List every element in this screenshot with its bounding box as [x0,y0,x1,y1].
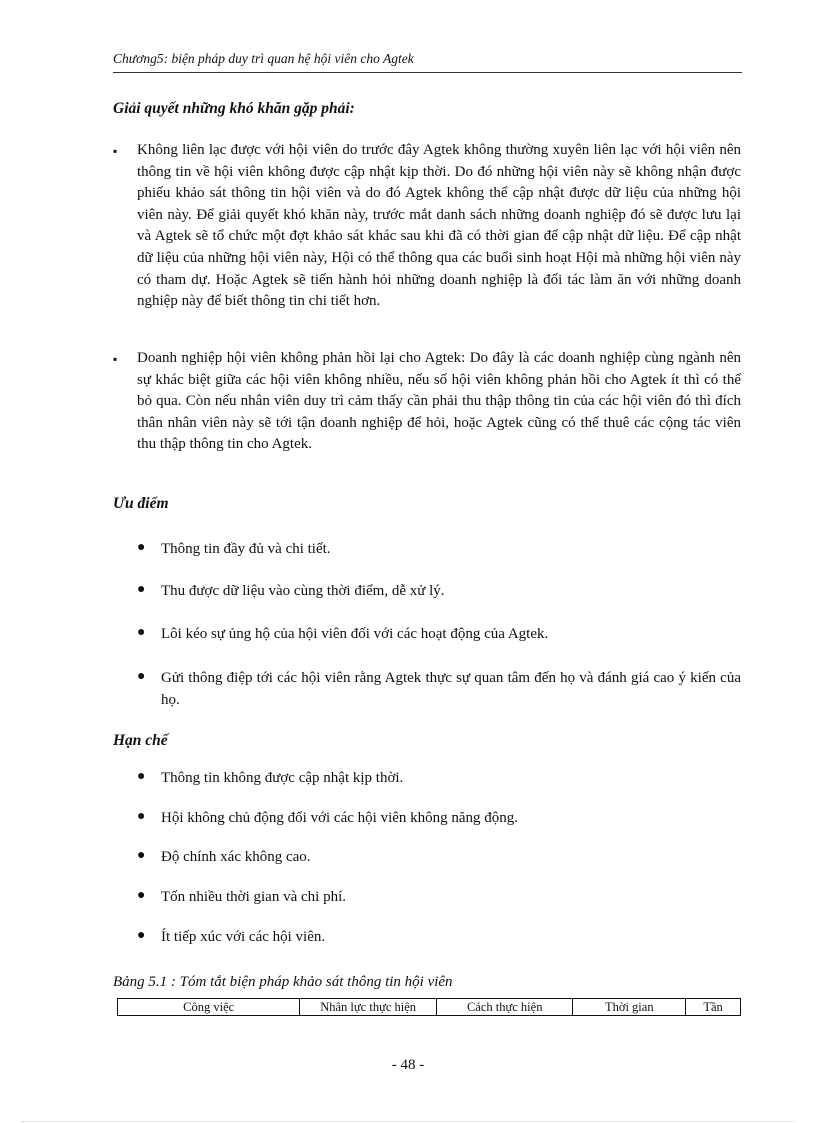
table-header-row [118,999,741,1016]
advantage-item: Lôi kéo sự ủng hộ của hội viên đối với các hoạt động của Agtek. [161,626,549,642]
table-column-header: Cách thực hiện [436,999,573,1016]
problem-paragraph: Không liên lạc được với hội viên do trước đây Agtek không thường xuyên liên lạc với hội viên nên thông tin về hội viên không được cập nhật kịp thời. Do đó những hội viên này sẽ không nhận được phiếu khảo sát thông tin hội viên và do đó Agtek không thể cập nhật được dữ liệu của những hội viên này. Để giải quyết khó khăn này, trước mắt danh sách những doanh nghiệp đó sẽ được lưu lại và Agtek sẽ tổ chức một đợt khảo sát khác sau khi đã có thời gian để cập nhật dữ liệu. Để cập nhật dữ liệu của những hội viên này, Hội có thể thông qua các buổi sinh hoạt Hội mà những hội viên này có tham dự. Hoặc Agtek sẽ tiến hành hỏi những doanh nghiệp là đối tác làm ăn với những doanh nghiệp này để biết thông tin chi tiết hơn. [137,142,741,310]
page-number: - 48 - [391,1057,425,1073]
header-divider [113,72,742,73]
round-bullet-icon: ● [137,928,146,943]
round-bullet-icon: ● [137,809,146,824]
table-column-header: Công việc [118,999,300,1016]
round-bullet-icon: ● [137,848,146,863]
round-bullet-icon: ● [137,540,146,555]
square-bullet-icon: ▪ [113,352,118,366]
table-column-header: Tần [686,999,741,1016]
summary-table [117,998,741,1016]
limitation-item: Hội không chủ động đối với các hội viên không năng động. [161,810,519,826]
round-bullet-icon: ● [137,888,146,903]
advantage-item: Thông tin đầy đủ và chi tiết. [161,541,331,557]
table-column-header: Thời gian [573,999,686,1016]
limitation-item: Độ chính xác không cao. [161,849,311,865]
limitation-item: Thông tin không được cập nhật kịp thời. [161,770,404,786]
section-heading-problems: Giải quyết những khó khăn gặp phải: [113,100,355,117]
chapter-header: Chương5: biện pháp duy trì quan hệ hội viên cho Agtek [113,51,414,66]
advantage-item: Gửi thông điệp tới các hội viên rằng Agtek thực sự quan tâm đến họ và đánh giá cao ý kiến của họ. [161,670,741,708]
table-column-header: Nhân lực thực hiện [300,999,437,1016]
section-heading-limitations: Hạn chế [113,732,168,749]
limitation-item: Ít tiếp xúc với các hội viên. [161,929,326,945]
square-bullet-icon: ▪ [113,144,118,158]
round-bullet-icon: ● [137,669,146,684]
round-bullet-icon: ● [137,625,146,640]
advantage-item: Thu được dữ liệu vào cùng thời điểm, dễ xử lý. [161,583,445,599]
round-bullet-icon: ● [137,769,146,784]
round-bullet-icon: ● [137,582,146,597]
section-heading-advantages: Ưu điểm [113,495,169,512]
page-bottom-border [22,1121,794,1122]
problem-paragraph: Doanh nghiệp hội viên không phản hồi lại cho Agtek: Do đây là các doanh nghiệp cùng ngành nên sự khác biệt giữa các hội viên không nhiều, nếu số hội viên không phản hồi cho Agtek ít thì có thể bỏ qua. Còn nếu nhân viên duy trì cảm thấy cần phải thu thập thông tin của các hội viên đó thì đích thân nhân viên này sẽ tới tận doanh nghiệp để hỏi, hoặc Agtek cũng có thể thuê các cộng tác viên thu thập thông tin cho Agtek. [137,350,741,453]
limitation-item: Tốn nhiều thời gian và chi phí. [161,889,346,905]
table-caption: Bảng 5.1 : Tóm tắt biện pháp khảo sát thông tin hội viên [113,974,453,990]
